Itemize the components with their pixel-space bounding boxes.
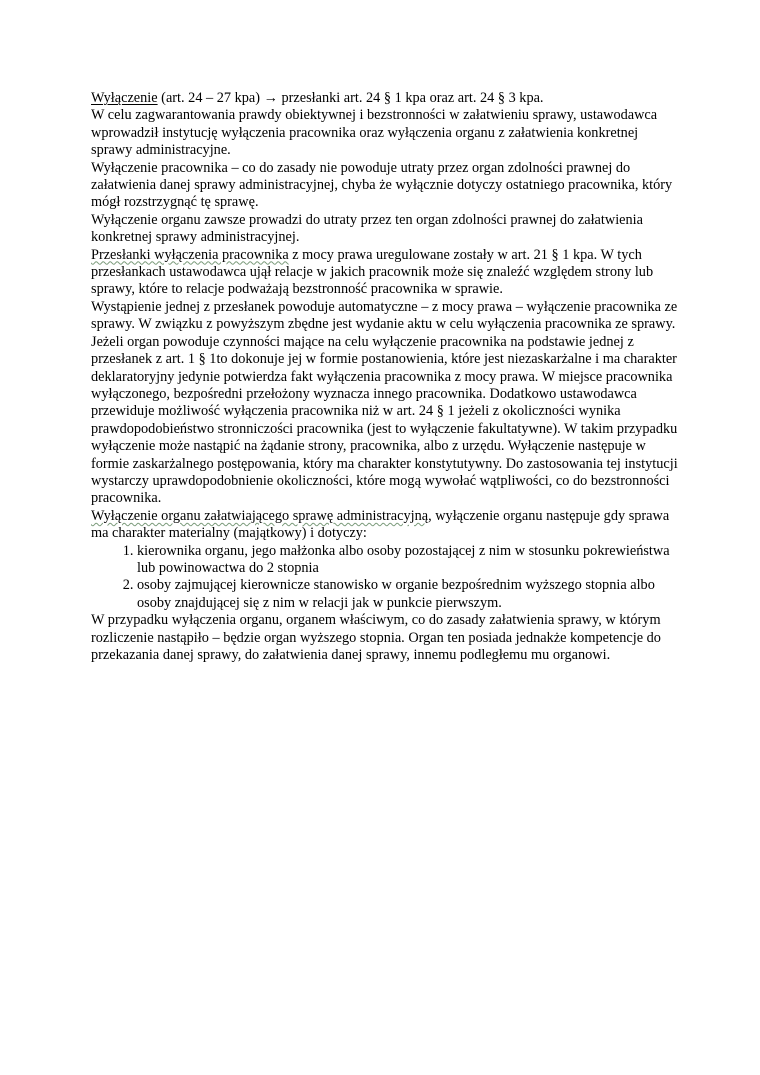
list-item: 1. kierownika organu, jego małżonka albo osoby pozostającej z nim w stosunku pokrewieństwa lub powinowactwa do 2 stopnia <box>137 543 681 578</box>
intro-text: (art. 24 – 27 kpa) → przesłanki art. 24 § 1 kpa oraz art. 24 § 3 kpa. <box>157 90 544 106</box>
paragraph-employee-exclusion: Wyłączenie pracownika – co do zasady nie powoduje utraty przez organ zdolności prawnej do załatwienia danej sprawy administracyjnej, chyba że wyłącznie dotyczy ostatniego pracownika, który mógł rozstrzygnąć tę sprawę. <box>91 159 673 211</box>
paragraph-organ-handling <box>91 508 681 543</box>
heading-przeslanki: Przesłanki wyłączenia pracownika <box>91 246 289 263</box>
heading-organ: Wyłączenie organu załatwiającego sprawę administracyjną <box>91 507 429 524</box>
premises-text: z mocy prawa uregulowane zostały w art. 21 § 1 kpa. W tych przesłankach ustawodawca ujął relacje w jakich pracownik może się znaleźć względem strony lub sprawy, które to relacje podważają bezstronność pracownika w sprawie. <box>91 246 654 298</box>
paragraph-purpose: W celu zagwarantowania prawdy obiektywnej i bezstronności w załatwieniu sprawy, ustawodawca wprowadził instytucję wyłączenia pracownika oraz wyłączenia organu z załatwienia konkretnej sprawy administracyjne. <box>91 107 658 159</box>
organ-text: , wyłączenie organu następuje gdy sprawa ma charakter materialny (majątkowy) i dotyczy: <box>91 507 670 542</box>
list-item: 2. osoby zajmującej kierownicze stanowisko w organie bezpośrednim wyższego stopnia albo osoby znajdującej się z nim w relacji jak w punkcie pierwszym. <box>137 577 681 612</box>
paragraph-organ-exclusion: Wyłączenie organu zawsze prowadzi do utraty przez ten organ zdolności prawnej do załatwienia konkretnej sprawy administracyjnej. <box>91 211 643 246</box>
heading-wylaczenie: Wyłączenie <box>91 90 158 106</box>
conditions-list <box>91 543 681 613</box>
paragraph-premises <box>91 247 681 299</box>
paragraph-intro <box>91 90 681 107</box>
document-page <box>91 90 681 664</box>
paragraph-conclusion: W przypadku wyłączenia organu, organem właściwym, co do zasady załatwienia sprawy, w którym rozliczenie nastąpiło – będzie organ wyższego stopnia. Organ ten posiada jednakże kompetencje do przekazania danej sprawy, do załatwienia danej sprawy, innemu podległemu mu organowi. <box>91 612 661 663</box>
paragraph-automatic-exclusion: Wystąpienie jednej z przesłanek powoduje automatyczne – z mocy prawa – wyłączenie pracownika ze sprawy. W związku z powyższym zbędne jest wydanie aktu w celu wyłączenia pracownika ze sprawy. Jeżeli organ powoduje czynności mające na celu wyłączenie pracownika na podstawie jednej z przesłanek z art. 1 § 1to dokonuje jej w formie postanowienia, które jest niezaskarżalne i ma charakter deklaratoryjny jedynie potwierdza fakt wyłączenia pracownika z mocy prawa. W miejsce pracownika wyłączonego, bezpośredni przełożony wyznacza innego pracownika. Dodatkowo ustawodawca przewiduje możliwość wyłączenia pracownika niż w art. 24 § 1 jeżeli z okoliczności wynika prawdopodobieństwo stronniczości pracownika (jest to wyłączenie fakultatywne). W takim przypadku wyłączenie może nastąpić na żądanie strony, pracownika, albo z urzędu. Wyłączenie następuje w formie zaskarżalnego postępowania, który ma charakter konstytutywny. Do zastosowania tej instytucji wystarczy uprawdopodobnienie okoliczności, które mogą wywołać wątpliwości, co do bezstronności pracownika. <box>91 298 678 507</box>
